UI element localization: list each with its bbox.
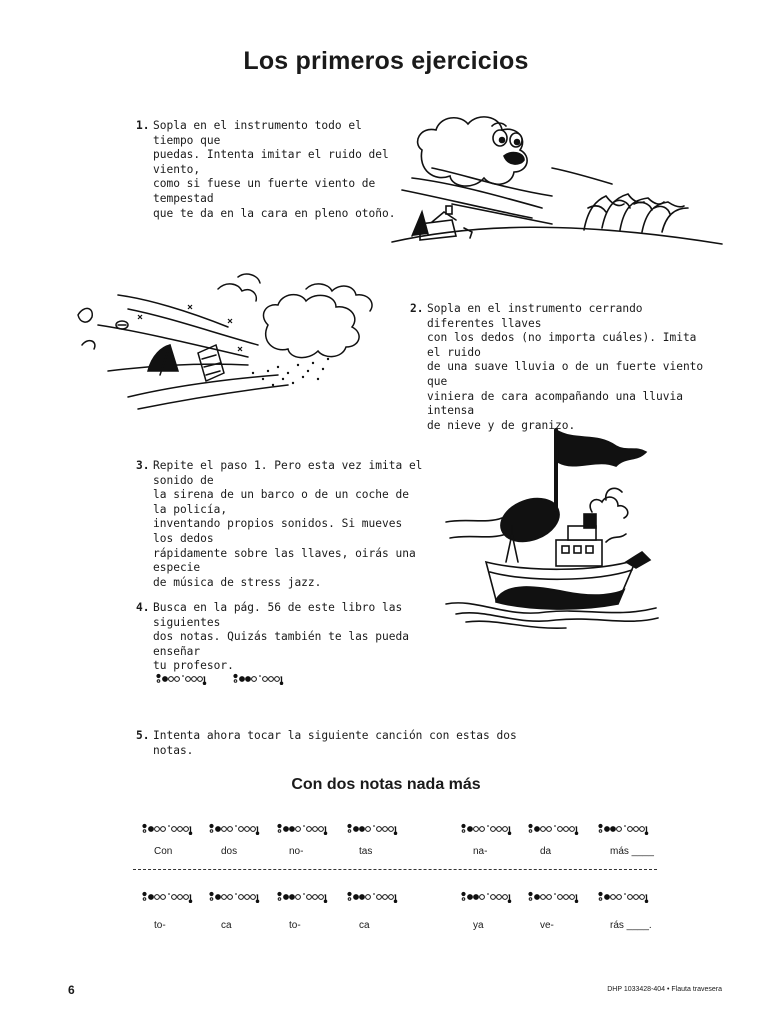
exercise-number: 2. [410,302,424,315]
steamboat-illustration [446,422,661,632]
exercise-text: Sopla en el instrumento cerrando diferentes llaves con los dedos (no importa cuáles). Imita el ruido de una suave lluvia o de un fuerte viento que viniera de cara acompañando una lluvia intensa de nieve y de granizo. [427,302,704,432]
exercise-5 [136,729,556,757]
exercise-number: 5. [136,729,150,742]
storm-illustration [78,275,398,415]
fingering-diagram-icon [598,821,650,835]
fingering-diagram-icon [461,821,513,835]
exercise-text: Intenta ahora tocar la siguiente canción con estas dos notas. [153,729,517,757]
lyric-syllable: to- [154,920,166,931]
lyric-syllable: to- [289,920,301,931]
lyric-syllable: rás ____. [610,920,652,931]
lyric-syllable: ve- [540,920,554,931]
exercise-3 [136,459,426,589]
lyric-syllable: ca [359,920,370,931]
fingering-diagram-icon [277,821,329,835]
footer-reference: DHP 1033428-404 • Flauta travesera [607,986,722,993]
fingering-diagram-icon [347,889,399,903]
exercise-number: 4. [136,601,150,614]
exercise-text: Repite el paso 1. Pero esta vez imita el sonido de la sirena de un barco o de un coche de la policía, inventando propios sonidos. Si mueves los dedos rápidamente sobre las llaves, oirás una especie de música de stress jazz. [153,459,423,589]
lyric-syllable: dos [221,846,238,857]
fingering-diagram-icon [142,889,194,903]
exercise-number: 3. [136,459,150,472]
exercise-text: Sopla en el instrumento todo el tiempo que puedas. Intenta imitar el ruido del viento, como si fuese un fuerte viento de tempestad que te da en la cara en pleno otoño. [153,119,396,220]
fingering-diagram-icon [233,671,285,685]
song-title: Con dos notas nada más [291,776,481,793]
fingering-diagram-icon [156,671,208,685]
exercise-text: Busca en la pág. 56 de este libro las siguientes dos notas. Quizás también te las pueda enseñar tu profesor. [153,601,409,673]
lyric-syllable: ya [473,920,484,931]
lyric-syllable: da [540,846,552,857]
exercise-2 [410,302,710,432]
lyric-syllable: na- [473,846,488,857]
fingering-diagram-icon [277,889,329,903]
fingering-diagram-icon [209,821,261,835]
page-number: 6 [68,983,75,997]
exercise-4 [136,601,426,673]
lyric-syllable: tas [359,846,373,857]
exercise-number: 1. [136,119,150,132]
page-title: Los primeros ejercicios [243,47,529,75]
fingering-diagram-icon [347,821,399,835]
fingering-diagram-icon [209,889,261,903]
exercise-1 [136,119,406,220]
fingering-diagram-icon [528,889,580,903]
row-divider [133,869,657,870]
fingering-diagram-icon [528,821,580,835]
lyric-syllable: no- [289,846,304,857]
wind-cloud-illustration [392,108,727,248]
lyric-syllable: más ____ [610,846,654,857]
lyric-syllable: Con [154,846,173,857]
fingering-diagram-icon [461,889,513,903]
fingering-diagram-icon [598,889,650,903]
fingering-diagram-icon [142,821,194,835]
lyric-syllable: ca [221,920,232,931]
